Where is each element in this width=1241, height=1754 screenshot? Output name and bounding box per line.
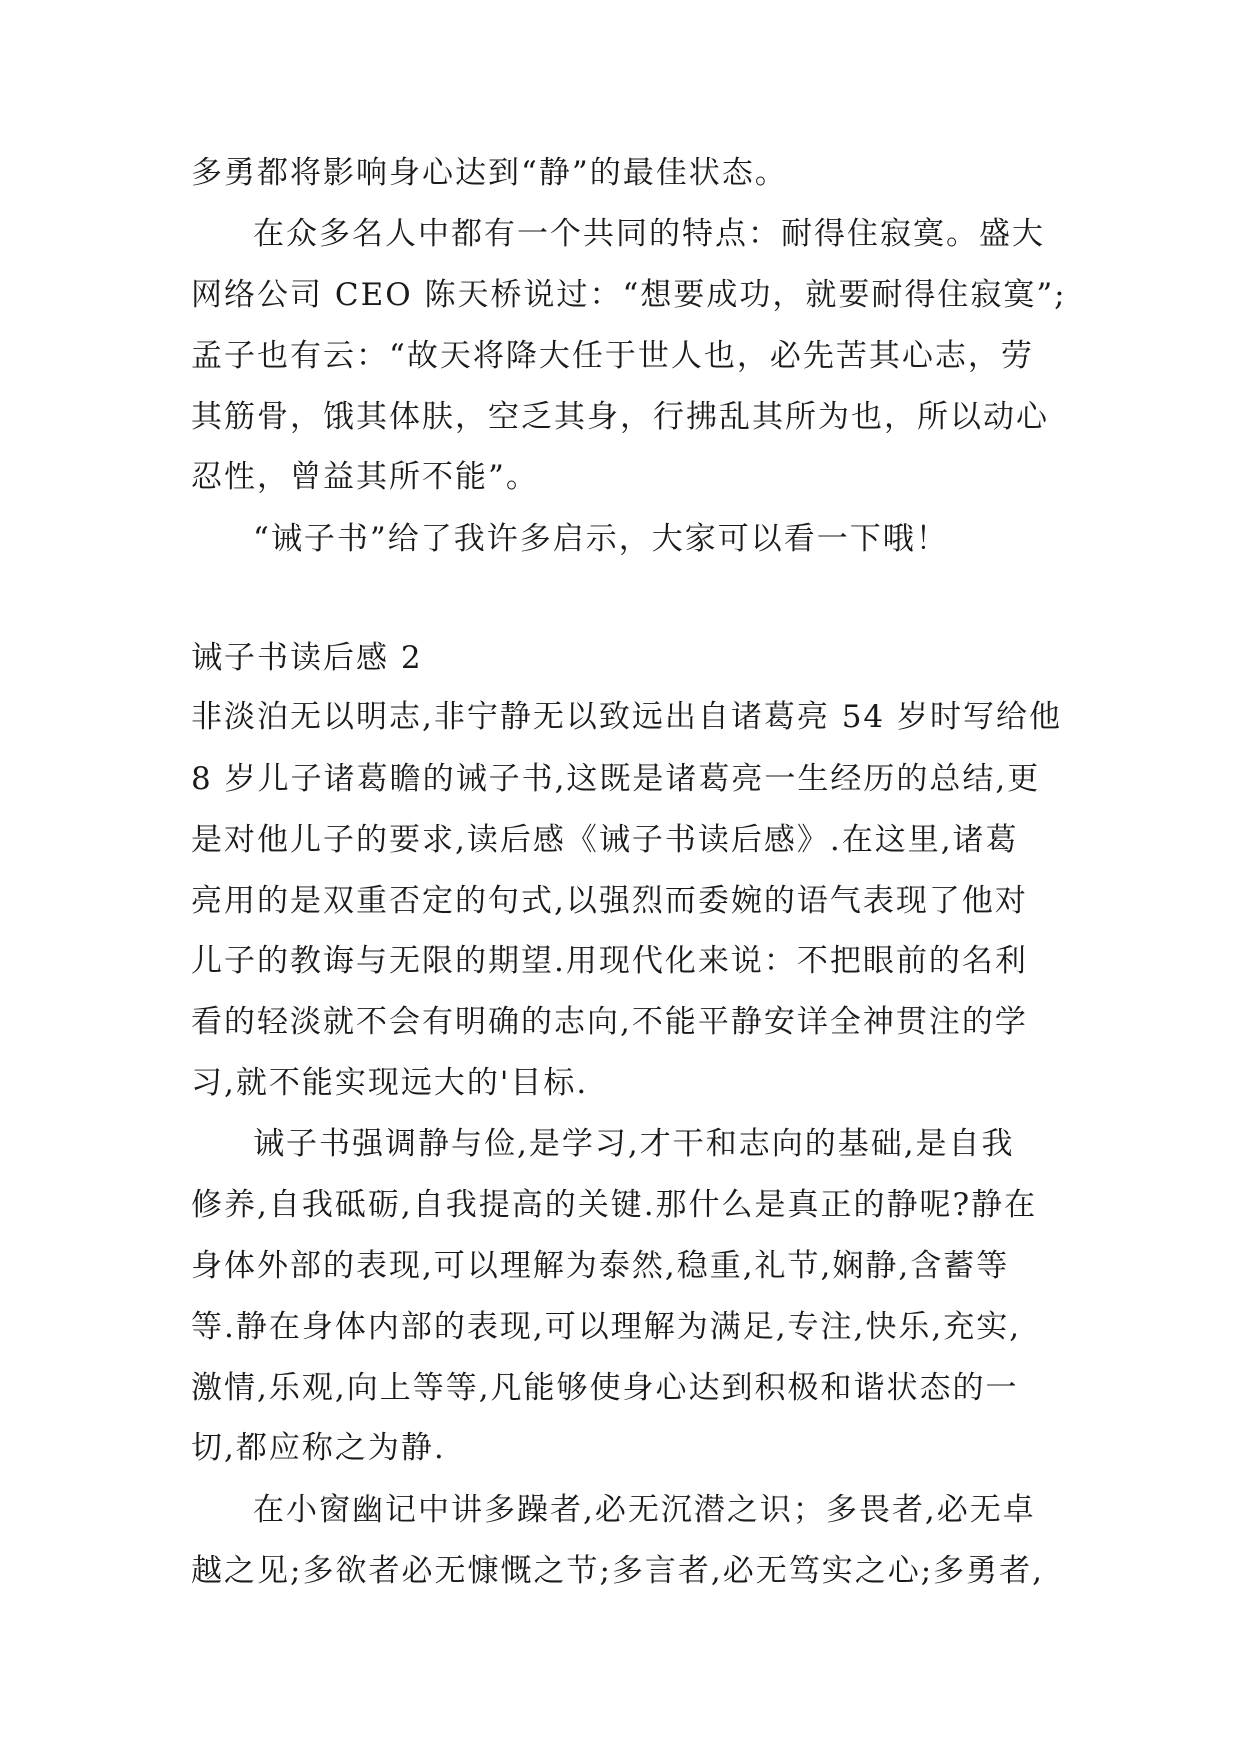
paragraph-line: 孟子也有云：“故天将降大任于世人也，必先苦其心志，劳 bbox=[191, 338, 1034, 374]
paragraph-line: 诫子书强调静与俭,是学习,才干和志向的基础,是自我 bbox=[253, 1126, 1015, 1162]
paragraph-line: 8 岁儿子诸葛瞻的诫子书,这既是诸葛亮一生经历的总结,更 bbox=[191, 761, 1041, 797]
paragraph-line: 其筋骨，饿其体肤，空乏其身，行拂乱其所为也，所以动心 bbox=[191, 399, 1049, 435]
paragraph-line: 在小窗幽记中讲多躁者,必无沉潜之识；多畏者,必无卓 bbox=[253, 1492, 1036, 1528]
paragraph-line: 是对他儿子的要求,读后感《诫子书读后感》.在这里,诸葛 bbox=[191, 822, 1019, 858]
paragraph-line: 多勇都将影响身心达到“静”的最佳状态。 bbox=[191, 155, 788, 191]
paragraph-line: 看的轻淡就不会有明确的志向,不能平静安详全神贯注的学 bbox=[191, 1004, 1028, 1040]
section-title: 诫子书读后感 2 bbox=[191, 640, 423, 676]
paragraph-line: 在众多名人中都有一个共同的特点：耐得住寂寞。盛大 bbox=[253, 216, 1045, 252]
paragraph-line: 身体外部的表现,可以理解为泰然,稳重,礼节,娴静,含蓄等 bbox=[191, 1248, 1010, 1284]
paragraph-line: “诫子书”给了我许多启示，大家可以看一下哦！ bbox=[253, 521, 949, 557]
paragraph-line: 儿子的教诲与无限的期望.用现代化来说：不把眼前的名利 bbox=[191, 943, 1028, 979]
paragraph-line: 激情,乐观,向上等等,凡能够使身心达到积极和谐状态的一 bbox=[191, 1370, 1019, 1406]
paragraph-line: 等.静在身体内部的表现,可以理解为满足,专注,快乐,充实, bbox=[191, 1309, 1022, 1345]
paragraph-line: 网络公司 CEO 陈天桥说过：“想要成功，就要耐得住寂寞”; bbox=[191, 277, 1067, 313]
paragraph-line: 忍性，曾益其所不能”。 bbox=[191, 459, 539, 495]
paragraph-line: 亮用的是双重否定的句式,以强烈而委婉的语气表现了他对 bbox=[191, 883, 1028, 919]
paragraph-line: 越之见;多欲者必无慷慨之节;多言者,必无笃实之心;多勇者, bbox=[191, 1553, 1045, 1589]
paragraph-line: 非淡泊无以明志,非宁静无以致远出自诸葛亮 54 岁时写给他 bbox=[191, 699, 1063, 735]
paragraph-line: 修养,自我砥砺,自我提高的关键.那什么是真正的静呢?静在 bbox=[191, 1187, 1038, 1223]
paragraph-line: 切,都应称之为静. bbox=[191, 1430, 446, 1466]
paragraph-line: 习,就不能实现远大的'目标. bbox=[191, 1065, 589, 1101]
